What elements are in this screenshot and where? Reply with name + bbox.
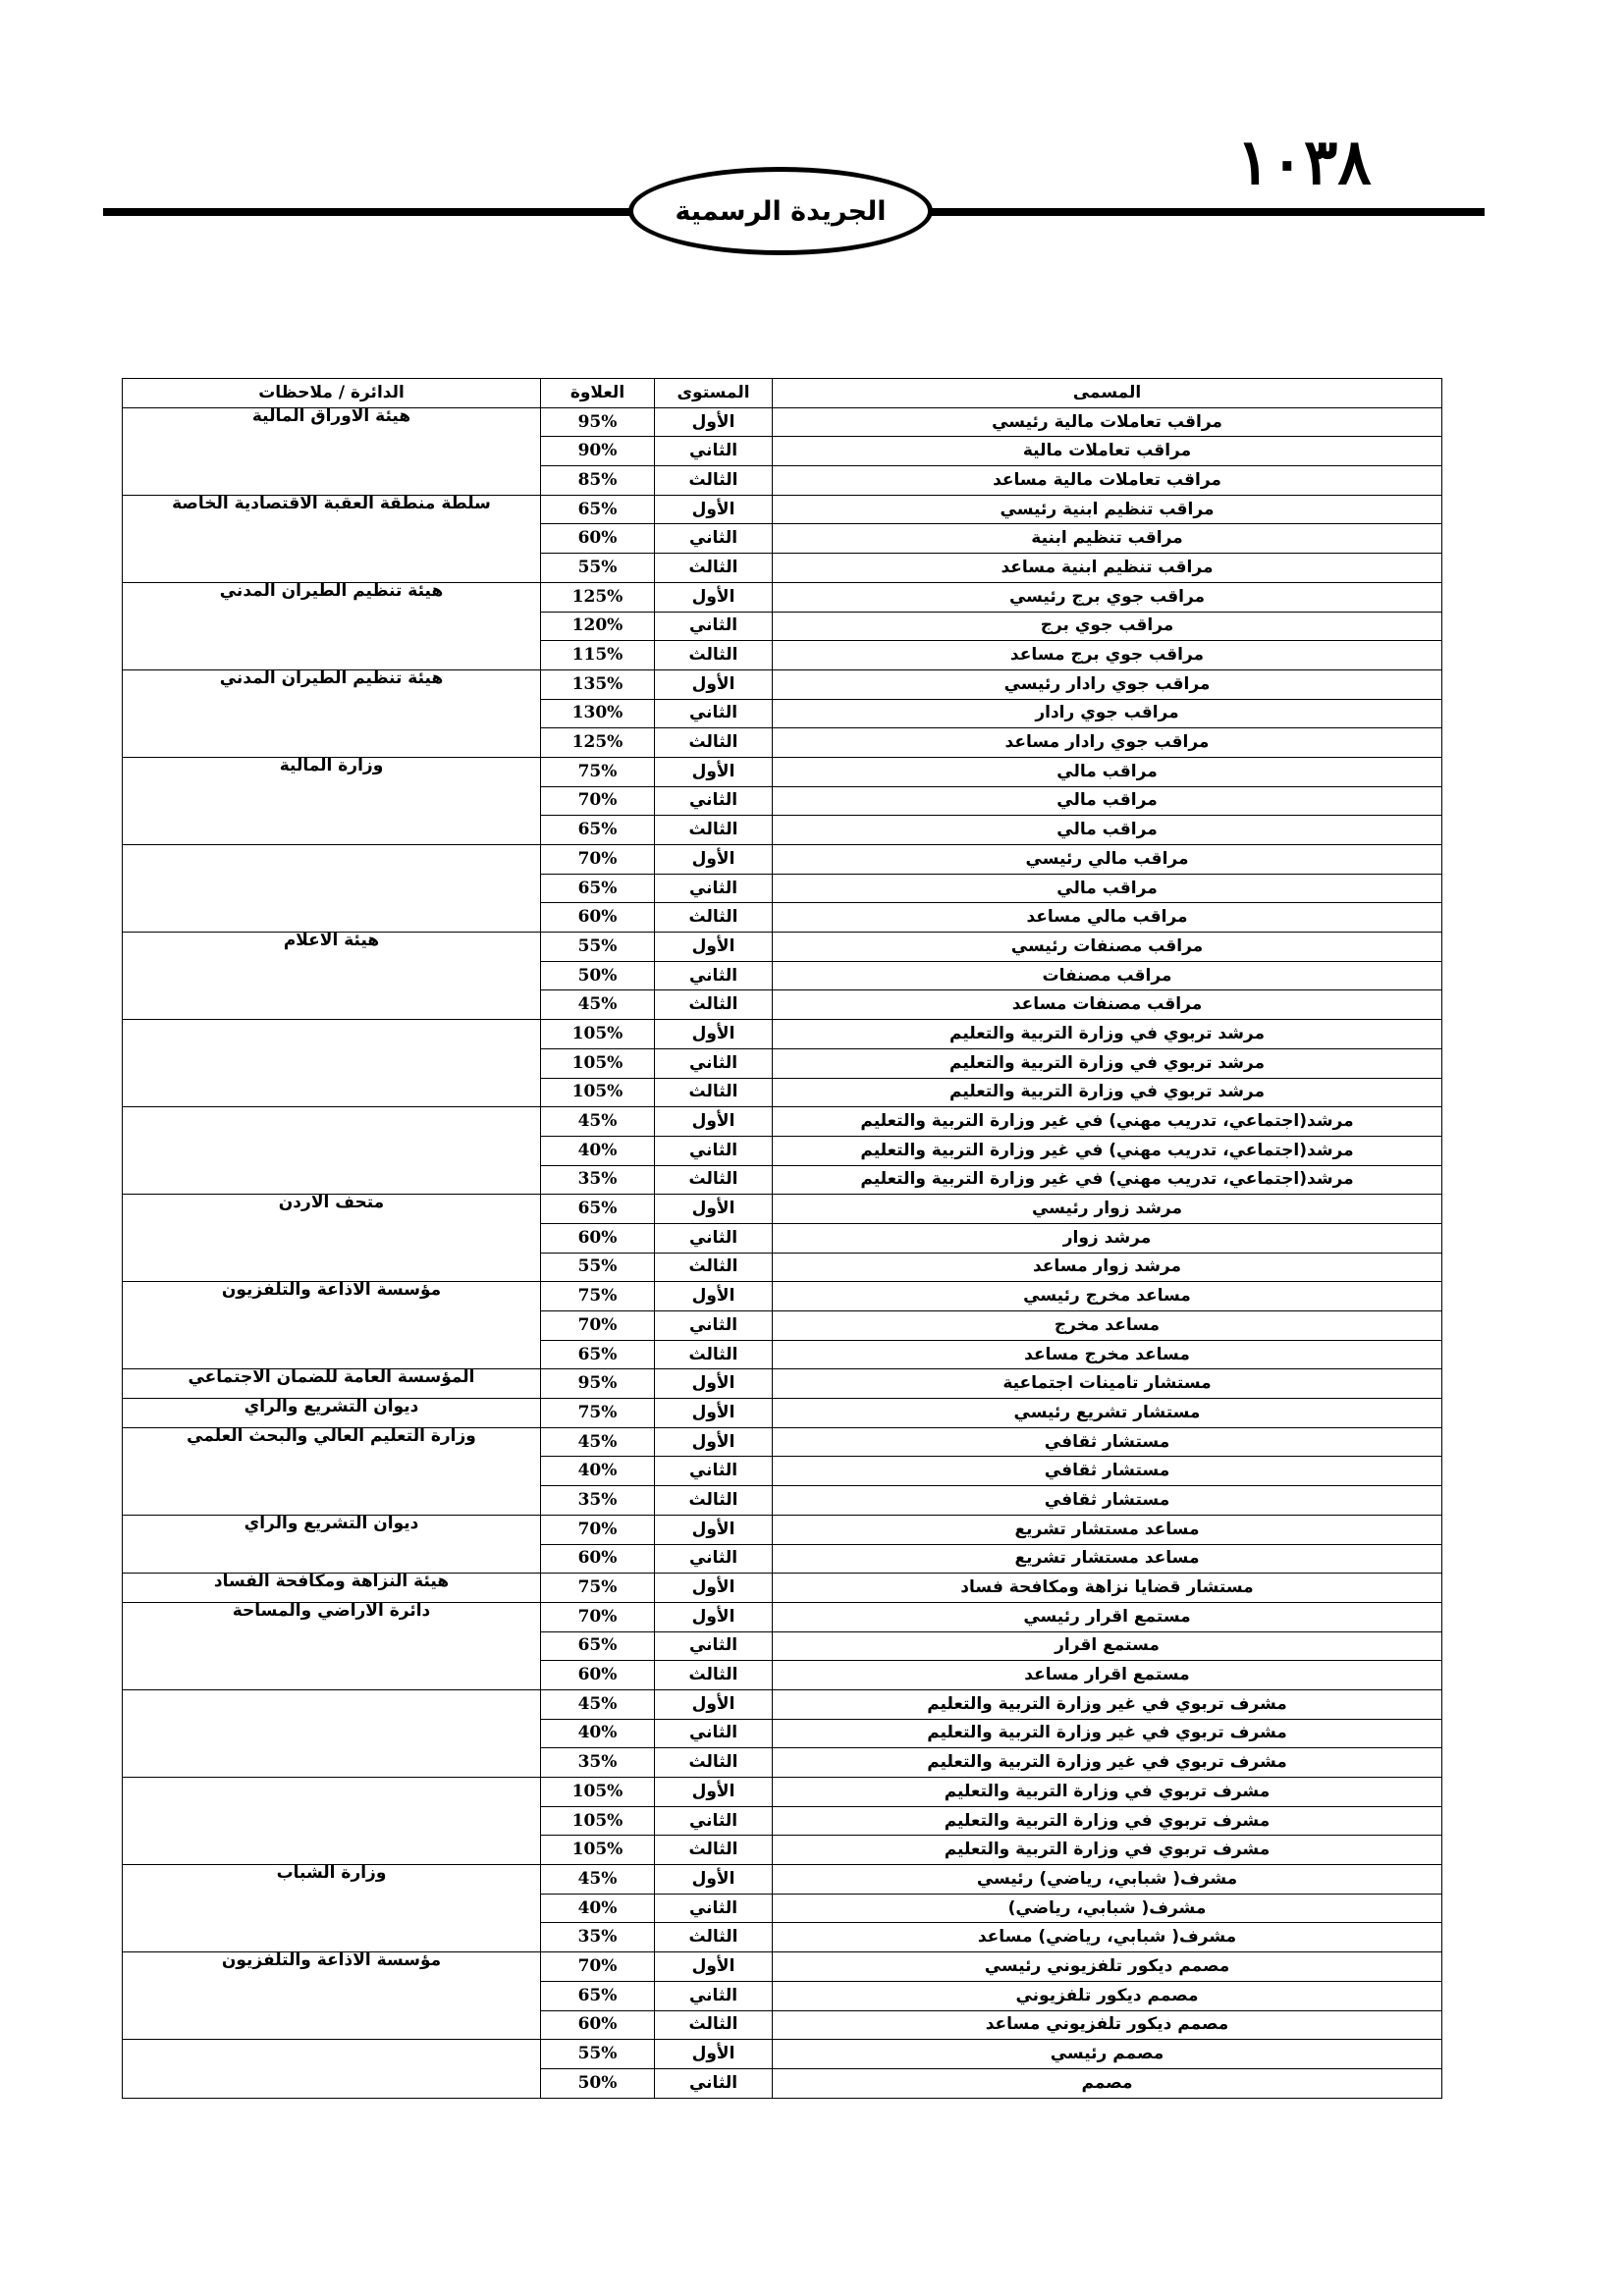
column-header-allowance: العلاوة bbox=[541, 379, 655, 408]
department-cell: وزارة الشباب bbox=[123, 1865, 541, 1952]
table-header-row bbox=[123, 379, 1442, 408]
allowance-cell: 40% bbox=[541, 1136, 655, 1165]
level-cell: الثاني bbox=[655, 1223, 773, 1253]
table-row bbox=[123, 1952, 1442, 1982]
table-row bbox=[123, 1020, 1442, 1049]
job-title-cell: مراقب مالي bbox=[773, 816, 1442, 845]
level-cell: الثالث bbox=[655, 554, 773, 583]
column-header-level: المستوى bbox=[655, 379, 773, 408]
job-title-cell: مراقب تنظيم ابنية مساعد bbox=[773, 554, 1442, 583]
gazette-title-text: الجريدة الرسمية bbox=[675, 195, 887, 227]
job-title-cell: مصمم رئيسي bbox=[773, 2040, 1442, 2069]
column-header-notes: الدائرة / ملاحظات bbox=[123, 379, 541, 408]
department-cell: متحف الاردن bbox=[123, 1195, 541, 1282]
job-title-cell: مصمم ديكور تلفزيوني مساعد bbox=[773, 2010, 1442, 2040]
level-cell: الثالث bbox=[655, 1253, 773, 1282]
allowance-cell: 120% bbox=[541, 612, 655, 641]
allowance-cell: 45% bbox=[541, 990, 655, 1020]
job-title-cell: مستمع اقرار bbox=[773, 1631, 1442, 1661]
level-cell: الثاني bbox=[655, 1631, 773, 1661]
allowances-table bbox=[122, 378, 1442, 2099]
level-cell: الثاني bbox=[655, 1806, 773, 1836]
level-cell: الأول bbox=[655, 1399, 773, 1428]
level-cell: الثالث bbox=[655, 641, 773, 670]
table-row bbox=[123, 1574, 1442, 1603]
table-row bbox=[123, 1778, 1442, 1807]
allowance-cell: 70% bbox=[541, 1311, 655, 1341]
department-cell bbox=[123, 1020, 541, 1107]
level-cell: الثاني bbox=[655, 612, 773, 641]
table-row bbox=[123, 495, 1442, 524]
allowance-cell: 40% bbox=[541, 1457, 655, 1486]
job-title-cell: مراقب مصنفات bbox=[773, 961, 1442, 990]
department-cell bbox=[123, 2040, 541, 2098]
level-cell: الثاني bbox=[655, 1719, 773, 1748]
table-row bbox=[123, 933, 1442, 962]
job-title-cell: مشرف( شبابي، رياضي) bbox=[773, 1894, 1442, 1923]
header-rule-left bbox=[103, 208, 633, 216]
job-title-cell: مراقب مالي رئيسي bbox=[773, 845, 1442, 875]
table-row bbox=[123, 582, 1442, 612]
job-title-cell: مستشار تشريع رئيسي bbox=[773, 1399, 1442, 1428]
table-row bbox=[123, 1399, 1442, 1428]
level-cell: الأول bbox=[655, 1020, 773, 1049]
department-cell bbox=[123, 1778, 541, 1865]
table-row bbox=[123, 1107, 1442, 1137]
department-cell bbox=[123, 845, 541, 933]
job-title-cell: مراقب جوي رادار مساعد bbox=[773, 728, 1442, 758]
level-cell: الأول bbox=[655, 1369, 773, 1399]
allowance-cell: 75% bbox=[541, 757, 655, 786]
job-title-cell: مشرف( شبابي، رياضي) مساعد bbox=[773, 1923, 1442, 1952]
allowance-cell: 105% bbox=[541, 1806, 655, 1836]
allowance-cell: 40% bbox=[541, 1894, 655, 1923]
job-title-cell: مراقب مالي مساعد bbox=[773, 903, 1442, 933]
department-cell bbox=[123, 1107, 541, 1195]
allowance-cell: 45% bbox=[541, 1427, 655, 1457]
level-cell: الثاني bbox=[655, 1457, 773, 1486]
level-cell: الثالث bbox=[655, 2010, 773, 2040]
allowance-cell: 70% bbox=[541, 1952, 655, 1982]
allowance-cell: 35% bbox=[541, 1486, 655, 1516]
allowance-cell: 65% bbox=[541, 1340, 655, 1369]
job-title-cell: مراقب تنظيم ابنية رئيسي bbox=[773, 495, 1442, 524]
table-body bbox=[123, 407, 1442, 2098]
level-cell: الثالث bbox=[655, 1748, 773, 1778]
job-title-cell: مساعد مخرج رئيسي bbox=[773, 1282, 1442, 1311]
job-title-cell: مشرف تربوي في غير وزارة التربية والتعليم bbox=[773, 1689, 1442, 1719]
allowance-cell: 35% bbox=[541, 1165, 655, 1195]
header-rule-right bbox=[928, 208, 1485, 216]
table-row bbox=[123, 1282, 1442, 1311]
level-cell: الأول bbox=[655, 1865, 773, 1895]
job-title-cell: مساعد مستشار تشريع bbox=[773, 1544, 1442, 1574]
level-cell: الأول bbox=[655, 757, 773, 786]
department-cell: هيئة تنظيم الطيران المدني bbox=[123, 669, 541, 757]
level-cell: الأول bbox=[655, 1778, 773, 1807]
level-cell: الأول bbox=[655, 582, 773, 612]
level-cell: الثاني bbox=[655, 1311, 773, 1341]
level-cell: الأول bbox=[655, 1952, 773, 1982]
job-title-cell: مراقب تعاملات مالية رئيسي bbox=[773, 407, 1442, 437]
table-row bbox=[123, 1602, 1442, 1631]
level-cell: الأول bbox=[655, 1195, 773, 1224]
level-cell: الأول bbox=[655, 495, 773, 524]
department-cell: مؤسسة الاذاعة والتلفزيون bbox=[123, 1952, 541, 2040]
allowance-cell: 70% bbox=[541, 845, 655, 875]
table-row bbox=[123, 1515, 1442, 1544]
level-cell: الثالث bbox=[655, 1165, 773, 1195]
job-title-cell: مستشار ثقافي bbox=[773, 1486, 1442, 1516]
job-title-cell: مساعد مخرج bbox=[773, 1311, 1442, 1341]
job-title-cell: مستشار ثقافي bbox=[773, 1457, 1442, 1486]
allowance-cell: 65% bbox=[541, 1981, 655, 2010]
allowance-cell: 60% bbox=[541, 2010, 655, 2040]
table-row bbox=[123, 1689, 1442, 1719]
job-title-cell: مرشد زوار رئيسي bbox=[773, 1195, 1442, 1224]
job-title-cell: مراقب مالي bbox=[773, 757, 1442, 786]
allowance-cell: 130% bbox=[541, 699, 655, 728]
level-cell: الأول bbox=[655, 1515, 773, 1544]
allowance-cell: 35% bbox=[541, 1923, 655, 1952]
job-title-cell: مستشار تامينات اجتماعية bbox=[773, 1369, 1442, 1399]
job-title-cell: مرشد تربوي في وزارة التربية والتعليم bbox=[773, 1078, 1442, 1107]
allowance-cell: 65% bbox=[541, 495, 655, 524]
allowance-cell: 70% bbox=[541, 786, 655, 816]
level-cell: الأول bbox=[655, 1574, 773, 1603]
job-title-cell: مرشد زوار bbox=[773, 1223, 1442, 1253]
job-title-cell: مرشد(اجتماعي، تدريب مهني) في غير وزارة التربية والتعليم bbox=[773, 1165, 1442, 1195]
allowance-cell: 60% bbox=[541, 1661, 655, 1690]
level-cell: الثاني bbox=[655, 1048, 773, 1078]
job-title-cell: مساعد مخرج مساعد bbox=[773, 1340, 1442, 1369]
level-cell: الأول bbox=[655, 1427, 773, 1457]
department-cell: هيئة الاوراق المالية bbox=[123, 407, 541, 495]
allowance-cell: 65% bbox=[541, 1195, 655, 1224]
level-cell: الأول bbox=[655, 933, 773, 962]
table-row bbox=[123, 407, 1442, 437]
level-cell: الثاني bbox=[655, 786, 773, 816]
job-title-cell: مراقب تعاملات مالية مساعد bbox=[773, 466, 1442, 496]
allowance-cell: 135% bbox=[541, 669, 655, 699]
table-row bbox=[123, 845, 1442, 875]
job-title-cell: مراقب مصنفات رئيسي bbox=[773, 933, 1442, 962]
table-row bbox=[123, 1427, 1442, 1457]
job-title-cell: مراقب مالي bbox=[773, 786, 1442, 816]
level-cell: الأول bbox=[655, 1602, 773, 1631]
allowance-cell: 70% bbox=[541, 1602, 655, 1631]
level-cell: الأول bbox=[655, 407, 773, 437]
job-title-cell: مصمم bbox=[773, 2068, 1442, 2098]
allowance-cell: 75% bbox=[541, 1399, 655, 1428]
gazette-title bbox=[628, 167, 933, 255]
job-title-cell: مساعد مستشار تشريع bbox=[773, 1515, 1442, 1544]
allowance-cell: 65% bbox=[541, 816, 655, 845]
level-cell: الأول bbox=[655, 845, 773, 875]
department-cell: هيئة النزاهة ومكافحة الفساد bbox=[123, 1574, 541, 1603]
level-cell: الثالث bbox=[655, 1078, 773, 1107]
job-title-cell: مراقب جوي رادار رئيسي bbox=[773, 669, 1442, 699]
department-cell: ديوان التشريع والراي bbox=[123, 1399, 541, 1428]
job-title-cell: مراقب جوي رادار bbox=[773, 699, 1442, 728]
job-title-cell: مراقب جوي برج bbox=[773, 612, 1442, 641]
allowance-cell: 95% bbox=[541, 407, 655, 437]
job-title-cell: مرشد(اجتماعي، تدريب مهني) في غير وزارة التربية والتعليم bbox=[773, 1136, 1442, 1165]
level-cell: الثالث bbox=[655, 990, 773, 1020]
level-cell: الثالث bbox=[655, 728, 773, 758]
level-cell: الأول bbox=[655, 1689, 773, 1719]
job-title-cell: مراقب مصنفات مساعد bbox=[773, 990, 1442, 1020]
department-cell: ديوان التشريع والراي bbox=[123, 1515, 541, 1573]
job-title-cell: مراقب جوي برج مساعد bbox=[773, 641, 1442, 670]
table-row bbox=[123, 1195, 1442, 1224]
allowance-cell: 60% bbox=[541, 1544, 655, 1574]
level-cell: الأول bbox=[655, 1282, 773, 1311]
table-row bbox=[123, 669, 1442, 699]
level-cell: الثالث bbox=[655, 1661, 773, 1690]
allowance-cell: 35% bbox=[541, 1748, 655, 1778]
job-title-cell: مشرف تربوي في وزارة التربية والتعليم bbox=[773, 1778, 1442, 1807]
allowance-cell: 115% bbox=[541, 641, 655, 670]
allowance-cell: 60% bbox=[541, 903, 655, 933]
table-row bbox=[123, 2040, 1442, 2069]
job-title-cell: مشرف( شبابي، رياضي) رئيسي bbox=[773, 1865, 1442, 1895]
job-title-cell: مراقب مالي bbox=[773, 874, 1442, 903]
allowance-cell: 85% bbox=[541, 466, 655, 496]
allowance-cell: 50% bbox=[541, 961, 655, 990]
table-row bbox=[123, 1369, 1442, 1399]
department-cell: سلطة منطقة العقبة الاقتصادية الخاصة bbox=[123, 495, 541, 582]
department-cell: مؤسسة الاذاعة والتلفزيون bbox=[123, 1282, 541, 1369]
department-cell bbox=[123, 1689, 541, 1777]
level-cell: الثالث bbox=[655, 903, 773, 933]
allowance-cell: 40% bbox=[541, 1719, 655, 1748]
level-cell: الثاني bbox=[655, 524, 773, 554]
allowance-cell: 55% bbox=[541, 1253, 655, 1282]
page-number: ١٠٣٨ bbox=[1236, 126, 1372, 199]
allowance-cell: 125% bbox=[541, 582, 655, 612]
job-title-cell: مستشار قضايا نزاهة ومكافحة فساد bbox=[773, 1574, 1442, 1603]
allowance-cell: 60% bbox=[541, 1223, 655, 1253]
allowance-cell: 45% bbox=[541, 1865, 655, 1895]
allowance-cell: 60% bbox=[541, 524, 655, 554]
department-cell: وزارة المالية bbox=[123, 757, 541, 844]
job-title-cell: مصمم ديكور تلفزيوني رئيسي bbox=[773, 1952, 1442, 1982]
job-title-cell: مشرف تربوي في غير وزارة التربية والتعليم bbox=[773, 1719, 1442, 1748]
column-header-title: المسمى bbox=[773, 379, 1442, 408]
allowance-cell: 65% bbox=[541, 874, 655, 903]
job-title-cell: مراقب جوي برج رئيسي bbox=[773, 582, 1442, 612]
allowance-cell: 75% bbox=[541, 1574, 655, 1603]
allowance-cell: 45% bbox=[541, 1107, 655, 1137]
allowance-cell: 125% bbox=[541, 728, 655, 758]
allowance-cell: 55% bbox=[541, 2040, 655, 2069]
job-title-cell: مرشد تربوي في وزارة التربية والتعليم bbox=[773, 1048, 1442, 1078]
level-cell: الأول bbox=[655, 2040, 773, 2069]
allowance-cell: 45% bbox=[541, 1689, 655, 1719]
department-cell: هيئة تنظيم الطيران المدني bbox=[123, 582, 541, 669]
job-title-cell: مستمع اقرار رئيسي bbox=[773, 1602, 1442, 1631]
allowance-cell: 105% bbox=[541, 1836, 655, 1865]
level-cell: الأول bbox=[655, 669, 773, 699]
department-cell: دائرة الاراضي والمساحة bbox=[123, 1602, 541, 1689]
department-cell: وزارة التعليم العالي والبحث العلمي bbox=[123, 1427, 541, 1515]
level-cell: الثالث bbox=[655, 466, 773, 496]
level-cell: الثاني bbox=[655, 1544, 773, 1574]
allowance-cell: 105% bbox=[541, 1048, 655, 1078]
job-title-cell: مراقب تنظيم ابنية bbox=[773, 524, 1442, 554]
allowance-cell: 55% bbox=[541, 554, 655, 583]
department-cell: المؤسسة العامة للضمان الاجتماعي bbox=[123, 1369, 541, 1399]
allowance-cell: 55% bbox=[541, 933, 655, 962]
allowance-cell: 90% bbox=[541, 437, 655, 466]
job-title-cell: مرشد تربوي في وزارة التربية والتعليم bbox=[773, 1020, 1442, 1049]
allowance-cell: 70% bbox=[541, 1515, 655, 1544]
job-title-cell: مراقب تعاملات مالية bbox=[773, 437, 1442, 466]
level-cell: الثالث bbox=[655, 1836, 773, 1865]
level-cell: الثاني bbox=[655, 699, 773, 728]
level-cell: الأول bbox=[655, 1107, 773, 1137]
allowance-cell: 50% bbox=[541, 2068, 655, 2098]
job-title-cell: مشرف تربوي في وزارة التربية والتعليم bbox=[773, 1806, 1442, 1836]
job-title-cell: مشرف تربوي في وزارة التربية والتعليم bbox=[773, 1836, 1442, 1865]
level-cell: الثالث bbox=[655, 1340, 773, 1369]
department-cell: هيئة الاعلام bbox=[123, 933, 541, 1020]
level-cell: الثالث bbox=[655, 816, 773, 845]
level-cell: الثاني bbox=[655, 1894, 773, 1923]
level-cell: الثاني bbox=[655, 1981, 773, 2010]
job-title-cell: مستشار ثقافي bbox=[773, 1427, 1442, 1457]
allowance-cell: 105% bbox=[541, 1078, 655, 1107]
level-cell: الثاني bbox=[655, 2068, 773, 2098]
level-cell: الثاني bbox=[655, 961, 773, 990]
job-title-cell: مرشد(اجتماعي، تدريب مهني) في غير وزارة التربية والتعليم bbox=[773, 1107, 1442, 1137]
table-row bbox=[123, 757, 1442, 786]
level-cell: الثالث bbox=[655, 1923, 773, 1952]
allowance-cell: 105% bbox=[541, 1020, 655, 1049]
job-title-cell: مشرف تربوي في غير وزارة التربية والتعليم bbox=[773, 1748, 1442, 1778]
level-cell: الثاني bbox=[655, 437, 773, 466]
allowance-cell: 105% bbox=[541, 1778, 655, 1807]
level-cell: الثاني bbox=[655, 874, 773, 903]
job-title-cell: مصمم ديكور تلفزيوني bbox=[773, 1981, 1442, 2010]
job-title-cell: مستمع اقرار مساعد bbox=[773, 1661, 1442, 1690]
allowance-cell: 75% bbox=[541, 1282, 655, 1311]
allowance-cell: 95% bbox=[541, 1369, 655, 1399]
table-row bbox=[123, 1865, 1442, 1895]
level-cell: الثالث bbox=[655, 1486, 773, 1516]
job-title-cell: مرشد زوار مساعد bbox=[773, 1253, 1442, 1282]
allowance-cell: 65% bbox=[541, 1631, 655, 1661]
level-cell: الثاني bbox=[655, 1136, 773, 1165]
